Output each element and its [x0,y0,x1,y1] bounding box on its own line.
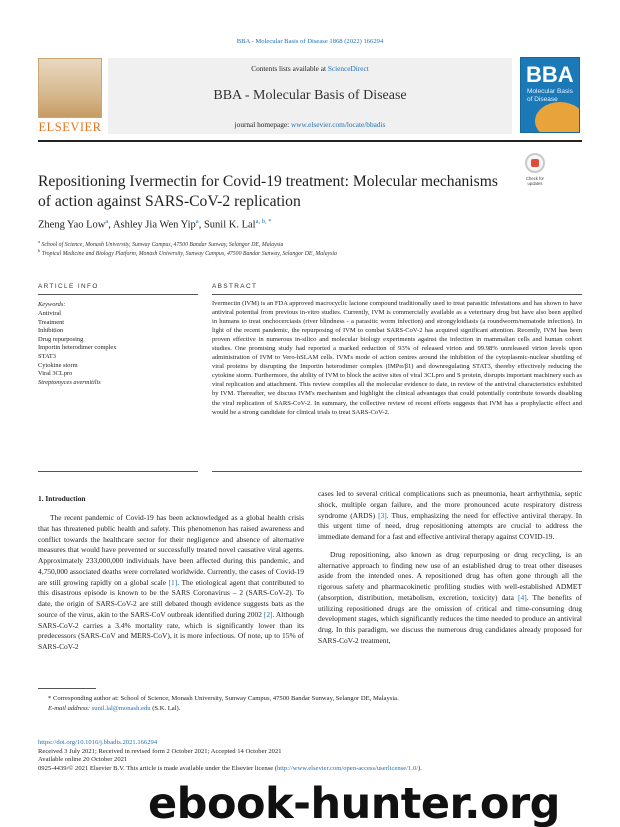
cover-title: BBA [526,62,574,87]
running-header[interactable]: BBA - Molecular Basis of Disease 1868 (2022) 166294 [236,38,384,45]
contents-line: Contents lists available at ScienceDirect [251,64,369,73]
sciencedirect-link[interactable]: ScienceDirect [327,64,369,73]
author-name[interactable]: Sunil K. Lal [203,219,256,231]
author-list: Zheng Yao Low$^a$, Ashley Jia Wen Yip$^a$, Sunil K. Lal$^{a, b, *}$ [38,218,272,231]
article-title: Repositioning Ivermectin for Covid-19 treatment: Molecular mechanisms of action against SARS-CoV-2 replication [38,173,498,210]
publication-info [38,739,598,774]
keyword-list [38,310,198,387]
cover-subtitle: Molecular Basis of Disease [527,88,573,103]
introduction-heading: 1. Introduction [38,494,86,503]
received-dates: Received 3 July 2021; Received in revised form 2 October 2021; Accepted 14 October 2021 [38,747,282,755]
paragraph: The recent pandemic of Covid-19 has been acknowledged as a global health crisis that has threatened public health and safety. This phenomenon has raised awareness and conflict towards the healthcare sector for their negligence and absence of alternative measures that would have prevented or successfully treated novel causative viral agents. Approximately 233,000,000 individuals have been affected during this pandemic, and 4,750,000 associated deaths were correlated worldwide. Currently, the cases of Covid-19 are still growing rapidly on a global scale [1]. The etiological agent that contributed to this disastrous episode is known to be the SARS Coronavirus – 2 (SARS-CoV-2). To date, the origin of SARS-CoV-2 are still debated though evidence suggests bats as the source of the virus, akin to the SARS-CoV outbreak identified during 2002 [2]. Although SARS-CoV-2 carries a 3.4% mortality rate, which is significantly lower than its predecessors (SARS-CoV and MERS-CoV), it is more infectious. Of note, up to 15% of SARS-CoV-2 [38,513,305,651]
check-for-updates-button[interactable] [521,153,549,187]
abstract-heading: ABSTRACT [212,283,258,290]
keyword: Viral 3CLpro [38,370,73,378]
author-name[interactable]: Ashley Jia Wen Yip [112,219,196,231]
introduction-left-column [38,513,304,653]
citation-link[interactable]: [1] [168,577,178,587]
citation-link[interactable]: [4] [518,592,527,602]
author-affiliation-mark[interactable]: a [195,218,199,225]
paragraph: cases led to several critical complications such as pneumonia, heart arrhythmia, septic shock, multiple organ failure, and the more pronounced acute respiratory distress syndrome (ARDS) [3]. Thus, emphasizing the need for effective antiviral therapy. In this urgent time of need, drug repositioning attempts are crucial to address the immediate demand for a fast and effective antiviral therapy against COVID-19. [318,489,582,541]
available-online: Available online 20 October 2021 [38,756,128,764]
citation-link[interactable]: [2] [263,609,273,619]
elsevier-wordmark: ELSEVIER [38,120,102,134]
journal-header [108,58,512,134]
header-divider [38,140,582,142]
citation-link[interactable]: [3] [378,510,387,520]
author-affiliation-mark[interactable]: a, b, * [255,218,272,225]
keyword: Inhibition [38,327,64,335]
footnote [38,694,582,713]
keyword: Importin heterodimer complex [38,344,117,352]
doi-link[interactable]: https://doi.org/10.1016/j.bbadis.2021.166294 [38,739,158,746]
keywords-title: Keywords: [38,301,66,308]
keyword: Drug repurposing [38,335,84,343]
corresponding-author-note: * Corresponding author at: School of Science, Monash University, Sunway Campus, 47500 Bandar Sunway, Selangor DE, Malaysia. [48,695,399,702]
footnote-rule [38,688,96,689]
crossmark-label: Check for updates [526,176,544,186]
keyword: STAT3 [38,352,56,360]
abstract-rule [212,294,582,295]
license-link[interactable]: http://www.elsevier.com/open-access/userlicense/1.0/ [276,765,419,773]
author-name[interactable]: Zheng Yao Low [38,219,106,231]
article-info-bottom-rule [38,471,198,472]
paragraph: Drug repositioning, also known as drug repurposing or drug recycling, is an alternative approach to finding new use of an established drug to treat other diseases aside from the intended ones. A repositioned drug has often gone through all the rigorous safety and pharmacokinetic profiling studies with well-established ADMET (absorption, distribution, metabolism, excretion, toxicity) data [4]. The benefits of utilizing repositioned drugs are the omission of critical and time-consuming drug development stages, which significantly reduces the time needed to produce an antiviral drug. In this paradigm, we discuss the numerous drug candidates already proposed for SARS-CoV-2 treatment, [318,549,582,645]
elsevier-tree-icon [38,58,102,118]
crossmark-icon [525,153,545,173]
abstract-text: Ivermectin (IVM) is an FDA approved macrocyclic lactone compound traditionally used to treat parasitic infestations and has shown to have antiviral potential from previous in-vitro studies. Currently, IVM is commercially available as a veterinary drug but have also been applied in humans to treat onchocerciasis (river blindness - a parasitic worm infection) and strongyloidiasis (a roundworm/nematode infection). In light of the recent pandemic, the repurposing of IVM to combat SARS-CoV-2 has acquired significant attention. Recently, IVM has been proven effective in numerous in-silico and molecular biology experiments against the infection in mammalian cells and human cohort studies. One promising study had reported a marked reduction of 93% of released virion and 99.98% unreleased virion levels upon administration of IVM to Vero-hSLAM cells. IVM's mode of action centres around the inhibition of the cytoplasmic-nuclear shuttling of viral proteins by disrupting the Importin heterodimer complex (IMPα/β1) and downregulating STAT3, thereby effectively reducing the cytokine storm. Furthermore, the ability of IVM to block the active sites of viral 3CLpro and S protein, disrupts important machinery such as viral replication and attachment. This review compiles all the molecular evidence to date, in review of the antiviral characteristics exhibited by IVM. Thereafter, we discuss IVM's mechanism and highlight the clinical advantages that could potentially contribute towards disabling the viral replication of SARS-CoV-2. In summary, the collective review of recent efforts suggests that IVM has a prophylactic effect and would be a strong candidate for clinical trials to treat SARS-CoV-2. [212,300,582,416]
email-line: E-mail address: sunil.lal@monash.edu (S.K. Lal). [48,704,181,712]
journal-name: BBA - Molecular Basis of Disease [213,88,407,103]
elsevier-logo [38,58,102,134]
keyword: Antiviral [38,310,62,317]
keyword: Streptomyces avermitilis [38,378,101,386]
homepage-link[interactable]: www.elsevier.com/locate/bbadis [290,120,386,129]
homepage-line: journal homepage: www.elsevier.com/locate/bbadis [234,120,386,129]
keyword: Treatment [38,318,65,326]
article-info-rule [38,294,198,295]
author-affiliation-mark[interactable]: a [105,218,109,225]
affiliation: $^b$ Tropical Medicine and Biology Platform, Monash University, Sunway Campus, 47500 Bandar Sunway, Selangor DE, Malaysia [38,248,337,257]
article-info-heading: ARTICLE INFO [38,283,99,290]
watermark-text: ebook-hunter.org [148,779,560,827]
keyword: Cytokine storm [38,361,78,369]
introduction-right-column [318,489,582,647]
journal-cover [520,57,580,133]
license-line: 0925-4439/© 2021 Elsevier B.V. This article is made available under the Elsevier license (http://www.elsevier.com/open-access/userlicense/1.0/). [38,765,422,773]
affiliation: $^a$ School of Science, Monash University, Sunway Campus, 47500 Bandar Sunway, Selangor DE, Malaysia [38,239,284,248]
email-link[interactable]: sunil.lal@monash.edu [91,704,151,712]
abstract-bottom-rule [212,471,582,472]
